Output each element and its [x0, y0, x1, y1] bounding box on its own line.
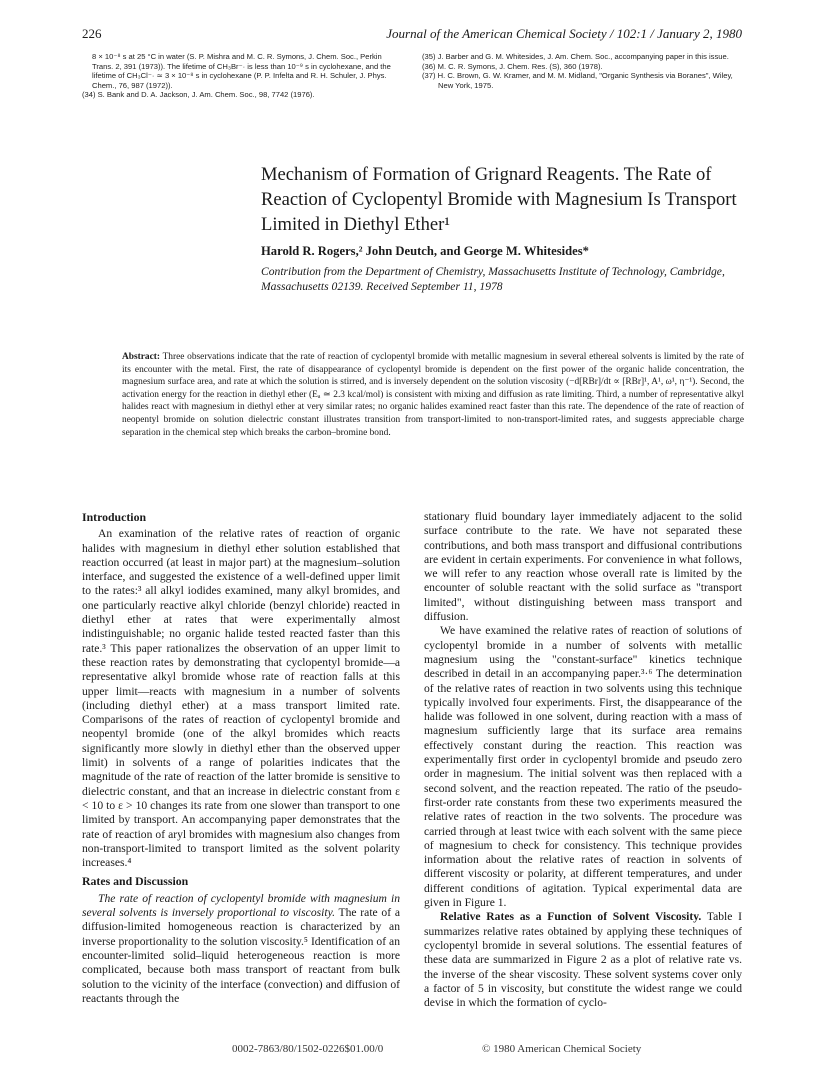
- article-authors: Harold R. Rogers,² John Deutch, and George M. Whitesides*: [261, 244, 589, 258]
- journal-citation: Journal of the American Chemical Society / 102:1 / January 2, 1980: [386, 26, 742, 41]
- reference-34: (34) S. Bank and D. A. Jackson, J. Am. Chem. Soc., 98, 7742 (1976).: [82, 90, 315, 100]
- rates-paragraph: [82, 892, 400, 1006]
- rates-lead-italic: The rate of reaction of cyclopentyl bromide with magnesium in several solvents is inversely proportional to viscosity.: [82, 891, 400, 920]
- reference-36: (36) M. C. R. Symons, J. Chem. Res. (S), 360 (1978).: [422, 61, 603, 71]
- references-right: [422, 52, 742, 90]
- article-code: 0002-7863/80/1502-0226$01.00/0: [232, 1043, 384, 1055]
- body-column-left: [82, 510, 400, 1006]
- article-title: Mechanism of Formation of Grignard Reagents. The Rate of Reaction of Cyclopentyl Bromide with Magnesium Is Transport Limited in Diethyl Ether¹: [261, 164, 737, 235]
- viscosity-text: Table I summarizes relative rates obtained by applying these techniques of cyclopentyl bromide in several solutions. The essential features of these data are summarized in Figure 2 as a plot of relative rate vs. the inverse of the shear viscosity. These solvent systems cover only a factor of 5 in viscosity, but constitute the widest range we could devise in which the formation of cyclo-: [424, 910, 742, 1010]
- introduction-paragraph: An examination of the relative rates of reaction of organic halides with magnesium in diethyl ether solution established that reaction occurred (at least in major part) at the magnesium–solution interface, and suggested the existence of a well-defined upper limit to the rates:³ all alkyl iodides examined, many alkyl bromides, and one particularly reactive alkyl chloride (benzyl chloride) reacted in diethyl ether at rates that were experimentally almost indistinguishable; no organic halide tested reacted faster than this rate.³ This paper rationalizes the observation of an upper limit to these reaction rates by demonstrating that cyclopentyl bromide—a representative alkyl bromide whose rate of reaction falls at this upper limit—reacts with magnesium in a number of solvents (including diethyl ether) at a mass transport limited rate. Comparisons of the rates of reaction of cyclopentyl bromide and neopentyl bromide (one of the alkyl bromides which reacts significantly more slowly in diethyl ether than the observed upper limit) in solvents of a range of polarities indicates that the magnitude of the rate of reaction of the latter bromide is sensitive to dielectric constant, and that an increase in dielectric constant from ε < 10 to ε > 10 changes its rate from one slower than transport to one limited by transport. An accompanying paper demonstrates that the rate of reaction of aryl bromides with magnesium also changes from non-transport-limited to transport limited as the solvent polarity increases.⁴: [82, 527, 400, 870]
- author-affiliation: Contribution from the Department of Chemistry, Massachusetts Institute of Technology, Cambridge, Massachusetts 02139. Received September 11, 1978: [261, 265, 725, 293]
- reference-continued: 8 × 10⁻⁸ s at 25 °C in water (S. P. Mishra and M. C. R. Symons, J. Chem. Soc., Perkin Trans. 2, 391 (1973)). The lifetime of CH₃Br⁻· is less than 10⁻⁹ s in cyclohexane, and the lifetime of CH₃Cl⁻· ≃ 3 × 10⁻⁸ s in cyclohexane (P. P. Infelta and R. H. Schuler, J. Phys. Chem., 76, 987 (1972)).: [92, 52, 391, 90]
- viscosity-subheading: Relative Rates as a Function of Solvent Viscosity.: [440, 910, 702, 924]
- reference-37: (37) H. C. Brown, G. W. Kramer, and M. M. Midland, "Organic Synthesis via Boranes", Wiley, New York, 1975.: [422, 71, 733, 90]
- page-footer: [82, 1043, 742, 1059]
- abstract-label: Abstract:: [122, 352, 161, 362]
- body-column-right: [424, 510, 742, 1010]
- kinetics-technique-paragraph: We have examined the relative rates of reaction of solutions of cyclopentyl bromide in a number of solvents with metallic magnesium using the "constant-surface" kinetics technique described in detail in an accompanying paper.³·⁶ The determination of the relative rates of reaction in two solvents using this technique typically involved four experiments. First, the disappearance of the halide was followed in one solvent, during reaction with a mass of magnesium sufficiently large that its surface area remains effectively constant during the reaction. This reaction was experimentally first order in cyclopentyl bromide and pseudo zero order in magnesium. The initial solvent was then replaced with a second solvent, and the reaction repeated. The ratio of the pseudo-first-order rate constants from these two experiments measured the relative rates of reaction in the two solvents. The procedure was carried through at least twice with each solvent with the same piece of magnesium to check for consistency. This technique provides information about the relative rates of reaction in solvents of different viscosity or polarity, at different temperatures, and under different conditions of agitation. Typical experimental data are given in Figure 1.: [424, 624, 742, 910]
- boundary-layer-paragraph: stationary fluid boundary layer immediately adjacent to the solid surface contribute to the rate. We have not separated these contributions, and both mass transport and diffusional contributions are evident in certain experiments. For convenience in what follows, we will refer to any reaction whose overall rate is limited by the encounter of soluble reactant with the solid surface as "transport limited", without distinguishing between mass transport and diffusion.: [424, 510, 742, 624]
- rates-discussion-heading: Rates and Discussion: [82, 874, 189, 889]
- running-header: [82, 26, 742, 46]
- reference-35: (35) J. Barber and G. M. Whitesides, J. Am. Chem. Soc., accompanying paper in this issue.: [422, 52, 729, 61]
- page-number: 226: [82, 26, 102, 41]
- copyright-notice: © 1980 American Chemical Society: [482, 1043, 642, 1055]
- introduction-heading: Introduction: [82, 510, 147, 524]
- rates-text: The rate of a diffusion-limited homogeneous reaction is characterized by an inverse proportionality to the solution viscosity.⁵ Identification of an encounter-limited solid–liquid heterogeneous reaction is more complicated, because both mass transport of reactant from bulk solution to the vicinity of the interface (convection) and diffusion of reactants through the: [82, 906, 400, 1005]
- references-left: [82, 52, 392, 100]
- abstract: [122, 351, 744, 439]
- viscosity-paragraph: [424, 910, 742, 1010]
- abstract-text: Three observations indicate that the rate of reaction of cyclopentyl bromide with metallic magnesium in several ethereal solvents is limited by the rate of its encounter with the metal. First, the rate of disappearance of cyclopentyl bromide is dependent on the first power of the organic halide concentration, the magnesium surface area, and rate at which the solution is stirred, and is inversely dependent on the solution viscosity (−d[RBr]/dt ∝ [RBr]¹, A¹, ω¹, η⁻¹). Second, the activation energy for the reaction in diethyl ether (Eₐ ≃ 2.3 kcal/mol) is consistent with mixing and diffusion as rate limiting. Third, a number of representative alkyl halides react with magnesium in diethyl ether at very similar rates; no organic halides examined react faster than this rate. The dependence of the rate of reaction of neopentyl bromide on solution dielectric constant illustrates transition from transport-limited to non-transport-limited rates, and suggests appreciable charge separation in the chemical step which breaks the carbon–bromine bond.: [122, 352, 744, 438]
